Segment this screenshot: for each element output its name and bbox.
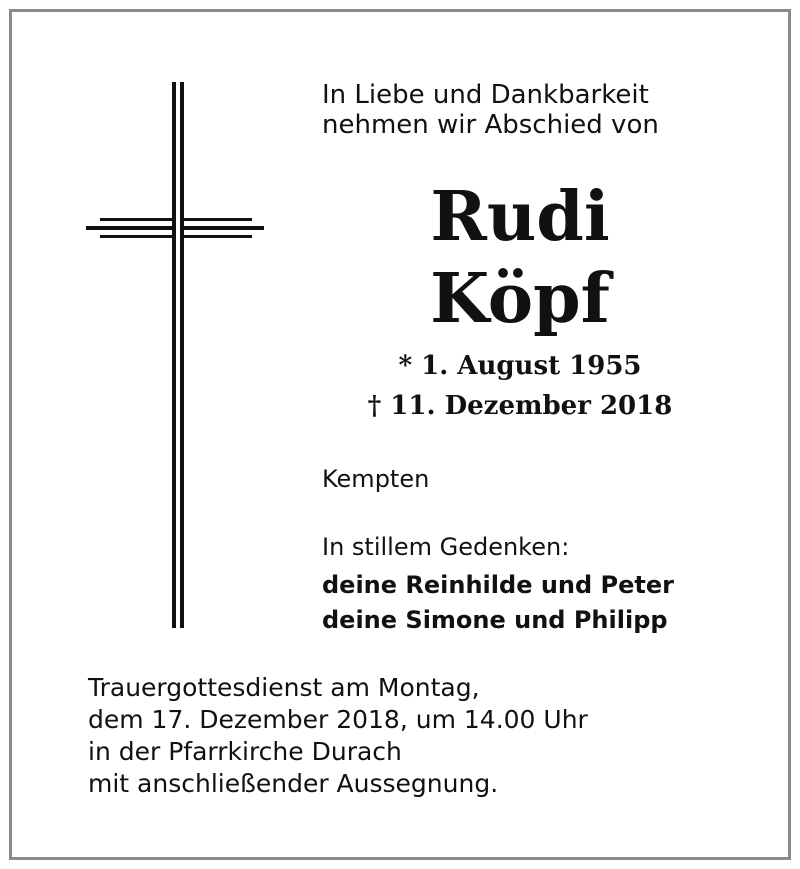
intro-line-1: In Liebe und Dankbarkeit bbox=[322, 80, 649, 110]
deceased-last-name: Köpf bbox=[430, 259, 610, 339]
life-dates bbox=[300, 346, 740, 426]
intro-line-2: nehmen wir Abschied von bbox=[322, 110, 659, 140]
mourning-intro: In stillem Gedenken: bbox=[322, 533, 570, 561]
mourners-list bbox=[322, 568, 674, 638]
mourner-line: deine Reinhilde und Peter bbox=[322, 571, 674, 599]
service-line: Trauergottesdienst am Montag, bbox=[88, 673, 480, 702]
death-date: † 11. Dezember 2018 bbox=[367, 391, 673, 421]
service-line: mit anschließender Aussegnung. bbox=[88, 769, 499, 798]
service-line: in der Pfarrkirche Durach bbox=[88, 737, 402, 766]
birth-date: * 1. August 1955 bbox=[398, 351, 642, 381]
deceased-first-name: Rudi bbox=[430, 177, 610, 257]
mourner-line: deine Simone und Philipp bbox=[322, 606, 668, 634]
intro-text bbox=[322, 80, 742, 140]
service-line: dem 17. Dezember 2018, um 14.00 Uhr bbox=[88, 705, 588, 734]
service-details bbox=[88, 672, 588, 800]
place-of-residence: Kempten bbox=[322, 465, 430, 493]
